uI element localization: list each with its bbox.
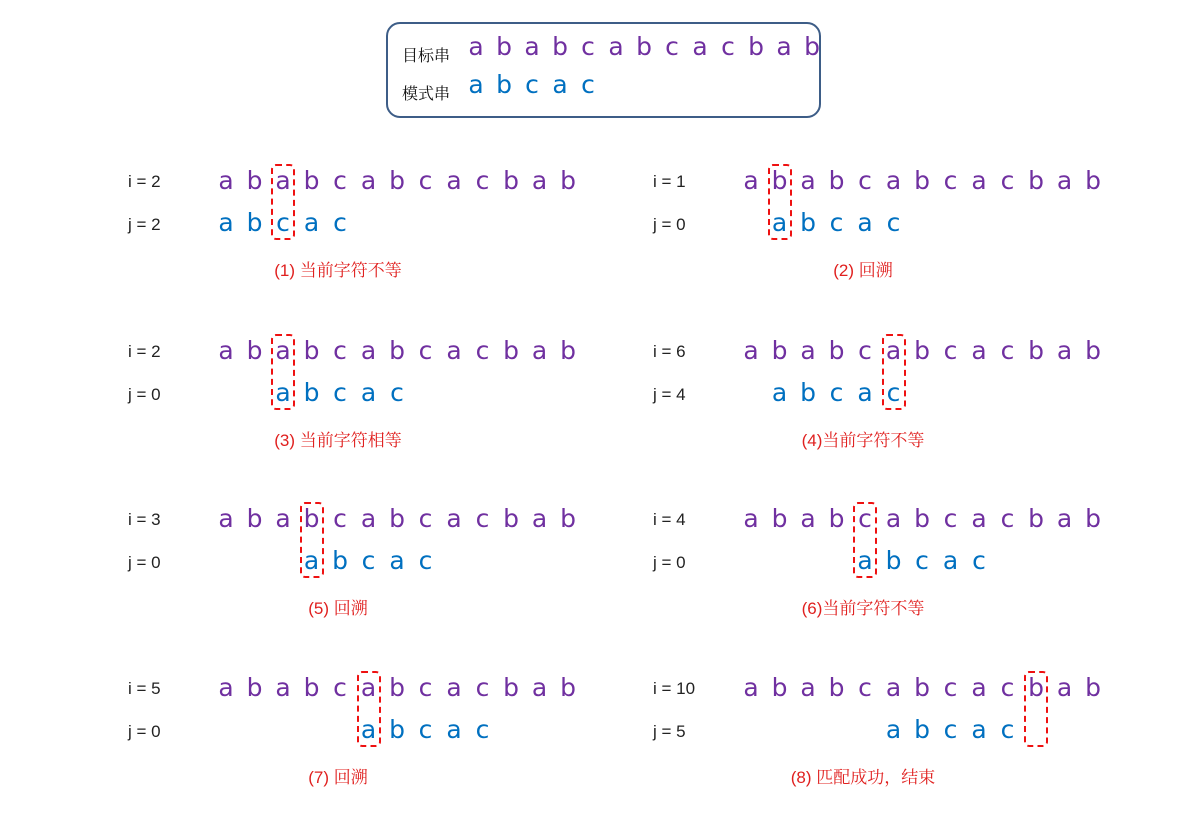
i-index-label: i = 10 (653, 679, 696, 698)
j-index-label: j = 2 (128, 215, 161, 234)
pattern-char: c (390, 378, 404, 407)
target-char: a (800, 504, 816, 533)
target-char: b (914, 336, 930, 365)
pattern-char: a (857, 546, 873, 575)
target-char: c (858, 673, 872, 702)
i-index-label: i = 4 (653, 510, 686, 529)
pattern-char: a (389, 546, 405, 575)
target-char: c (475, 166, 490, 195)
target-char: b (503, 504, 519, 533)
legend-target-char: c (721, 32, 735, 61)
j-index-label: j = 0 (128, 722, 161, 741)
target-char: b (771, 166, 788, 195)
pattern-char: c (276, 208, 290, 237)
legend-target-char: c (581, 32, 595, 61)
legend-pattern-char: c (581, 70, 595, 99)
pattern-char: c (829, 378, 844, 407)
j-index-label: j = 4 (653, 385, 686, 404)
pattern-char: c (361, 546, 376, 575)
target-char: a (885, 504, 902, 533)
compare-highlight-box (1024, 671, 1048, 747)
pattern-char: a (303, 208, 320, 237)
legend-target-char: b (552, 32, 568, 61)
pattern-char: c (333, 378, 347, 407)
step-3 (128, 336, 648, 470)
target-char: a (360, 673, 377, 702)
target-char: a (885, 166, 902, 195)
target-char: b (1085, 166, 1101, 195)
legend-pattern-label: 模式串 (402, 84, 451, 103)
j-index-label: j = 0 (128, 385, 161, 404)
target-char: a (743, 673, 759, 702)
target-char: c (333, 673, 347, 702)
pattern-char: a (771, 378, 788, 407)
target-char: b (389, 336, 405, 365)
target-char: a (275, 673, 291, 702)
pattern-char: b (246, 208, 263, 237)
j-index-label: j = 5 (653, 722, 686, 741)
target-char: a (531, 336, 548, 365)
target-char: a (971, 166, 987, 195)
target-char: a (446, 166, 462, 195)
target-char: c (333, 166, 347, 195)
target-char: b (771, 336, 788, 365)
legend-pattern-char: a (468, 70, 484, 99)
target-char: a (446, 504, 462, 533)
pattern-char: c (915, 546, 929, 575)
target-char: b (914, 504, 930, 533)
target-char: b (1028, 673, 1044, 702)
pattern-char: c (418, 546, 433, 575)
target-char: b (303, 336, 320, 365)
pattern-char: a (218, 208, 234, 237)
pattern-char: a (360, 715, 377, 744)
target-char: b (503, 166, 519, 195)
step-caption: (8) 匹配成功，结束 (790, 768, 936, 787)
compare-highlight-box (882, 334, 906, 410)
target-char: b (1028, 336, 1044, 365)
target-char: c (333, 336, 347, 365)
legend-target-char: a (608, 32, 624, 61)
legend-target-char: b (748, 32, 764, 61)
target-char: c (858, 504, 872, 533)
j-index-label: j = 0 (653, 215, 686, 234)
target-char: c (858, 336, 872, 365)
legend-target-char: a (692, 32, 708, 61)
target-char: a (218, 166, 234, 195)
pattern-char: a (303, 546, 320, 575)
target-char: a (971, 673, 987, 702)
target-char: b (560, 336, 576, 365)
pattern-char: a (971, 715, 987, 744)
i-index-label: i = 1 (653, 172, 686, 191)
step-caption: (6)当前字符不等 (801, 599, 925, 618)
target-char: b (246, 166, 263, 195)
step-caption: (5) 回溯 (308, 599, 368, 618)
target-char: b (246, 504, 263, 533)
target-char: c (475, 504, 490, 533)
target-char: b (303, 673, 320, 702)
compare-highlight-box (271, 334, 295, 410)
compare-highlight-box (768, 164, 792, 240)
step-caption: (7) 回溯 (308, 768, 368, 787)
legend-pattern-char: b (496, 70, 512, 99)
pattern-char: a (942, 546, 959, 575)
target-char: c (1000, 504, 1015, 533)
target-char: c (418, 166, 433, 195)
target-char: b (1085, 504, 1101, 533)
target-char: b (303, 504, 320, 533)
step-1 (128, 166, 648, 300)
pattern-char: c (943, 715, 958, 744)
pattern-char: a (275, 378, 291, 407)
target-char: b (771, 504, 788, 533)
target-char: c (943, 673, 958, 702)
pattern-char: a (446, 715, 462, 744)
target-char: a (275, 504, 291, 533)
compare-highlight-box (300, 502, 324, 578)
target-char: b (560, 504, 576, 533)
target-char: b (246, 336, 263, 365)
target-char: c (475, 673, 490, 702)
step-8 (653, 673, 1173, 807)
target-char: a (800, 166, 816, 195)
step-caption: (1) 当前字符不等 (274, 261, 402, 280)
target-char: b (389, 673, 405, 702)
target-char: b (771, 673, 788, 702)
pattern-char: b (800, 378, 816, 407)
pattern-char: a (771, 208, 788, 237)
target-char: a (800, 673, 816, 702)
pattern-char: c (1000, 715, 1015, 744)
pattern-char: b (389, 715, 405, 744)
step-caption: (3) 当前字符相等 (274, 431, 402, 450)
legend-target-char: b (804, 32, 820, 61)
legend-target-label: 目标串 (402, 46, 451, 65)
target-char: b (246, 673, 263, 702)
target-char: b (1028, 166, 1044, 195)
legend-box (386, 22, 821, 118)
pattern-char: b (800, 208, 816, 237)
target-char: b (828, 673, 845, 702)
step-6 (653, 504, 1173, 638)
target-char: b (560, 673, 576, 702)
target-char: a (275, 336, 291, 365)
target-char: c (418, 504, 433, 533)
target-char: b (560, 166, 576, 195)
target-char: a (1056, 336, 1073, 365)
legend-target-char: a (776, 32, 792, 61)
legend-target-char: a (524, 32, 540, 61)
target-char: c (1000, 673, 1015, 702)
target-char: b (1028, 504, 1044, 533)
pattern-char: c (886, 378, 901, 407)
compare-highlight-box (271, 164, 295, 240)
target-char: b (914, 673, 930, 702)
target-char: b (914, 166, 930, 195)
pattern-char: a (885, 715, 902, 744)
i-index-label: i = 2 (128, 342, 161, 361)
legend-target-char: c (665, 32, 679, 61)
pattern-char: c (972, 546, 986, 575)
target-char: a (531, 673, 548, 702)
target-char: a (446, 336, 462, 365)
target-char: a (446, 673, 462, 702)
legend-pattern-char: a (552, 70, 568, 99)
pattern-char: c (475, 715, 490, 744)
target-char: a (1056, 166, 1073, 195)
target-char: a (1056, 504, 1073, 533)
target-char: c (1000, 166, 1015, 195)
pattern-char: b (885, 546, 902, 575)
pattern-char: c (886, 208, 901, 237)
legend-pattern-char: c (525, 70, 539, 99)
target-char: b (389, 504, 405, 533)
step-4 (653, 336, 1173, 470)
i-index-label: i = 6 (653, 342, 686, 361)
target-char: c (858, 166, 872, 195)
target-char: b (828, 166, 845, 195)
pattern-char: b (914, 715, 930, 744)
compare-highlight-box (853, 502, 877, 578)
step-2 (653, 166, 1173, 300)
pattern-char: a (857, 208, 873, 237)
legend-target-char: b (496, 32, 512, 61)
target-char: c (475, 336, 490, 365)
target-char: c (943, 166, 958, 195)
target-char: a (743, 336, 759, 365)
pattern-char: a (857, 378, 873, 407)
target-char: b (303, 166, 320, 195)
pattern-char: c (333, 208, 347, 237)
target-char: a (800, 336, 816, 365)
pattern-char: b (332, 546, 348, 575)
target-char: c (418, 673, 433, 702)
step-caption: (4)当前字符不等 (801, 431, 925, 450)
target-char: b (1085, 673, 1101, 702)
legend-target-char: a (468, 32, 484, 61)
target-char: c (333, 504, 347, 533)
i-index-label: i = 2 (128, 172, 161, 191)
target-char: a (218, 336, 234, 365)
legend-target-char: b (636, 32, 652, 61)
target-char: b (1085, 336, 1101, 365)
target-char: a (360, 166, 377, 195)
target-char: a (360, 336, 377, 365)
target-char: a (360, 504, 377, 533)
target-char: a (1056, 673, 1073, 702)
target-char: c (943, 336, 958, 365)
target-char: c (418, 336, 433, 365)
target-char: a (531, 504, 548, 533)
target-char: a (971, 336, 987, 365)
target-char: a (743, 166, 759, 195)
i-index-label: i = 3 (128, 510, 161, 529)
i-index-label: i = 5 (128, 679, 161, 698)
step-5 (128, 504, 648, 638)
target-char: b (503, 673, 519, 702)
target-char: a (971, 504, 987, 533)
pattern-char: a (360, 378, 377, 407)
compare-highlight-box (357, 671, 381, 747)
target-char: a (885, 336, 902, 365)
target-char: a (218, 504, 234, 533)
step-caption: (2) 回溯 (833, 261, 893, 280)
target-char: b (828, 336, 845, 365)
pattern-char: c (418, 715, 433, 744)
target-char: a (218, 673, 234, 702)
target-char: a (743, 504, 759, 533)
j-index-label: j = 0 (653, 553, 686, 572)
pattern-char: c (829, 208, 844, 237)
target-char: b (828, 504, 845, 533)
target-char: a (885, 673, 902, 702)
target-char: c (943, 504, 958, 533)
target-char: a (531, 166, 548, 195)
j-index-label: j = 0 (128, 553, 161, 572)
pattern-char: b (303, 378, 320, 407)
target-char: b (503, 336, 519, 365)
target-char: a (275, 166, 291, 195)
target-char: b (389, 166, 405, 195)
target-char: c (1000, 336, 1015, 365)
step-7 (128, 673, 648, 807)
